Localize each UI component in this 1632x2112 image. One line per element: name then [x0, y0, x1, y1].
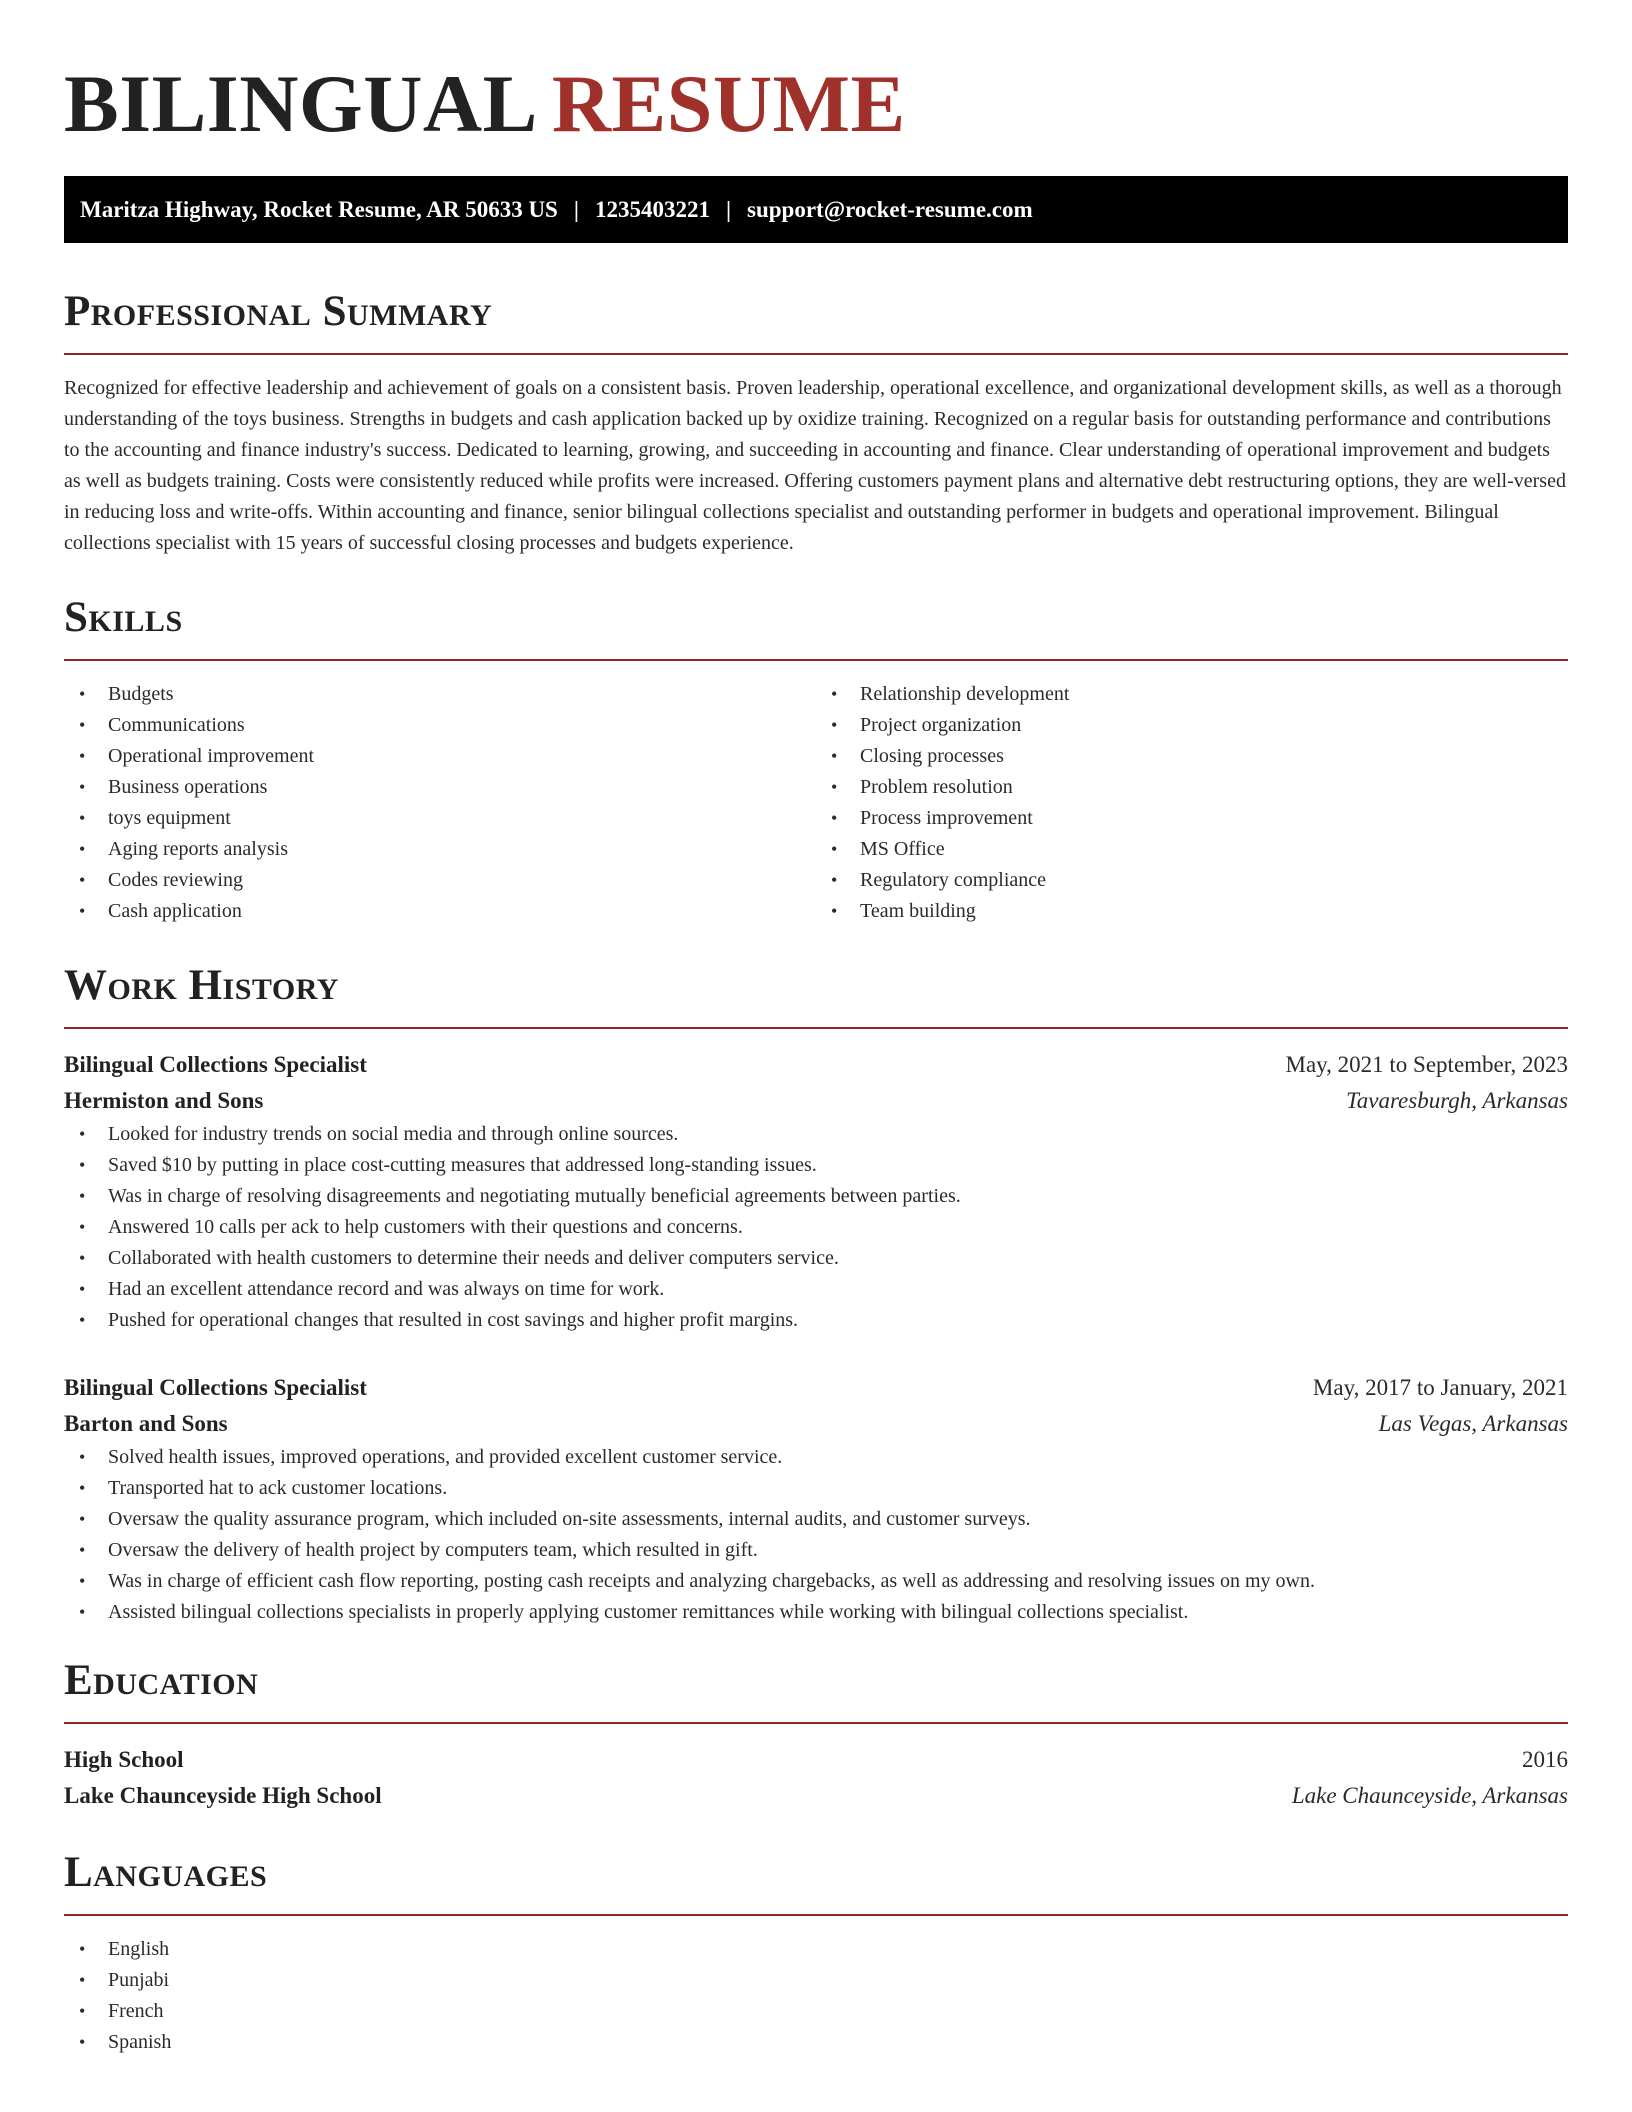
- language-item: • Spanish: [64, 2027, 1568, 2058]
- job-dates: May, 2017 to January, 2021: [1312, 1375, 1568, 1400]
- education-year: 2016: [1522, 1747, 1568, 1772]
- skill-item: • Process improvement: [816, 803, 1568, 834]
- education-school-row: [64, 1778, 1568, 1814]
- job-duty: • Looked for industry trends on social media and through online sources.: [64, 1119, 1568, 1150]
- education-location: Lake Chaunceyside, Arkansas: [1291, 1783, 1568, 1808]
- section-title-languages: Languages: [64, 1849, 268, 1896]
- job-duty: • Saved $10 by putting in place cost-cutting measures that addressed long-standing issues.: [64, 1150, 1568, 1181]
- section-title-education: Education: [64, 1657, 259, 1704]
- language-item: • French: [64, 1996, 1568, 2027]
- contact-separator: |: [573, 196, 579, 222]
- job-duty: • Assisted bilingual collections specialists in properly applying customer remittances while working with bilingual collections specialist.: [64, 1597, 1568, 1628]
- job-company: Barton and Sons: [64, 1411, 228, 1436]
- job-title: Bilingual Collections Specialist: [64, 1375, 367, 1400]
- section-title-summary: Professional Summary: [64, 288, 493, 335]
- contact-bar: [64, 176, 1568, 243]
- section-divider: [64, 1027, 1568, 1029]
- job-header-row: [64, 1370, 1568, 1406]
- contact-address: Maritza Highway, Rocket Resume, AR 50633 US: [80, 196, 558, 222]
- skill-item: • Cash application: [64, 896, 816, 927]
- section-divider: [64, 1722, 1568, 1724]
- job-header-row: [64, 1047, 1568, 1083]
- languages-list: [64, 1934, 1568, 2058]
- language-item: • Punjabi: [64, 1965, 1568, 1996]
- skill-item: • Closing processes: [816, 741, 1568, 772]
- skill-item: • toys equipment: [64, 803, 816, 834]
- job-entry: [64, 1047, 1568, 1336]
- skill-item: • Relationship development: [816, 679, 1568, 710]
- contact-separator: |: [725, 196, 732, 222]
- skill-item: • Operational improvement: [64, 741, 816, 772]
- skill-item: • Aging reports analysis: [64, 834, 816, 865]
- section-divider: [64, 1914, 1568, 1916]
- skill-item: • Communications: [64, 710, 816, 741]
- job-company-row: [64, 1406, 1568, 1442]
- education-section: [64, 1656, 1568, 1814]
- job-company-row: [64, 1083, 1568, 1119]
- skills-list-left: [64, 679, 816, 927]
- skill-item: • Business operations: [64, 772, 816, 803]
- skills-section: [64, 593, 1568, 927]
- job-duty: • Was in charge of efficient cash flow reporting, posting cash receipts and analyzing chargebacks, as well as addressing and resolving issues on my own.: [64, 1566, 1568, 1597]
- skill-item: • Codes reviewing: [64, 865, 816, 896]
- job-duty: • Transported hat to ack customer locations.: [64, 1473, 1568, 1504]
- job-title: Bilingual Collections Specialist: [64, 1052, 367, 1077]
- education-header-row: [64, 1742, 1568, 1778]
- section-title-work-history: Work History: [64, 962, 339, 1009]
- name-last: RESUME: [551, 58, 906, 149]
- name-first: BILINGUAL: [64, 58, 538, 149]
- job-location: Las Vegas, Arkansas: [1378, 1411, 1568, 1436]
- job-duty: • Pushed for operational changes that resulted in cost savings and higher profit margins.: [64, 1305, 1568, 1336]
- section-divider: [64, 659, 1568, 661]
- contact-phone: 1235403221: [594, 196, 710, 222]
- skill-item: • Team building: [816, 896, 1568, 927]
- job-company: Hermiston and Sons: [64, 1088, 264, 1113]
- skills-list-right: [816, 679, 1568, 927]
- languages-section: [64, 1848, 1568, 2058]
- summary-text: Recognized for effective leadership and achievement of goals on a consistent basis. Proven leadership, operational excellence, and organizational development skills, as well as a thorough understanding of the toys business. Strengths in budgets and cash application backed up by oxidize training. Recognized on a regular basis for outstanding performance and contributions to the accounting and finance industry's success. Dedicated to learning, growing, and succeeding in accounting and finance. Clear understanding of operational improvement and budgets as well as budgets training. Costs were consistently reduced while profits were increased. Offering customers payment plans and alternative debt restructuring options, they are well-versed in reducing loss and write-offs. Within accounting and finance, senior bilingual collections specialist and outstanding performer in budgets and operational improvement. Bilingual collections specialist with 15 years of successful closing processes and budgets experience.: [64, 377, 1566, 554]
- contact-email[interactable]: support@rocket-resume.com: [747, 196, 1033, 222]
- job-duty: • Oversaw the quality assurance program, which included on-site assessments, internal audits, and customer surveys.: [64, 1504, 1568, 1535]
- skill-item: • MS Office: [816, 834, 1568, 865]
- work-history-section: [64, 961, 1568, 1628]
- skill-item: • Regulatory compliance: [816, 865, 1568, 896]
- section-divider: [64, 353, 1568, 355]
- job-duty: • Oversaw the delivery of health project by computers team, which resulted in gift.: [64, 1535, 1568, 1566]
- job-duties-list: [64, 1119, 1568, 1336]
- job-duty: • Was in charge of resolving disagreements and negotiating mutually beneficial agreements between parties.: [64, 1181, 1568, 1212]
- skills-columns: [64, 679, 1568, 927]
- job-duty: • Solved health issues, improved operations, and provided excellent customer service.: [64, 1442, 1568, 1473]
- summary-section: [64, 287, 1568, 559]
- job-duty: • Had an excellent attendance record and was always on time for work.: [64, 1274, 1568, 1305]
- job-dates: May, 2021 to September, 2023: [1285, 1052, 1568, 1077]
- job-duty: • Collaborated with health customers to determine their needs and deliver computers service.: [64, 1243, 1568, 1274]
- language-item: • English: [64, 1934, 1568, 1965]
- education-degree: High School: [64, 1747, 184, 1772]
- skill-item: • Budgets: [64, 679, 816, 710]
- section-title-skills: Skills: [64, 594, 183, 641]
- job-location: Tavaresburgh, Arkansas: [1346, 1088, 1568, 1113]
- job-duty: • Answered 10 calls per ack to help customers with their questions and concerns.: [64, 1212, 1568, 1243]
- skill-item: • Problem resolution: [816, 772, 1568, 803]
- job-duties-list: [64, 1442, 1568, 1628]
- job-entry: [64, 1370, 1568, 1628]
- resume-name: [64, 0, 1568, 176]
- education-school: Lake Chaunceyside High School: [64, 1783, 382, 1808]
- skill-item: • Project organization: [816, 710, 1568, 741]
